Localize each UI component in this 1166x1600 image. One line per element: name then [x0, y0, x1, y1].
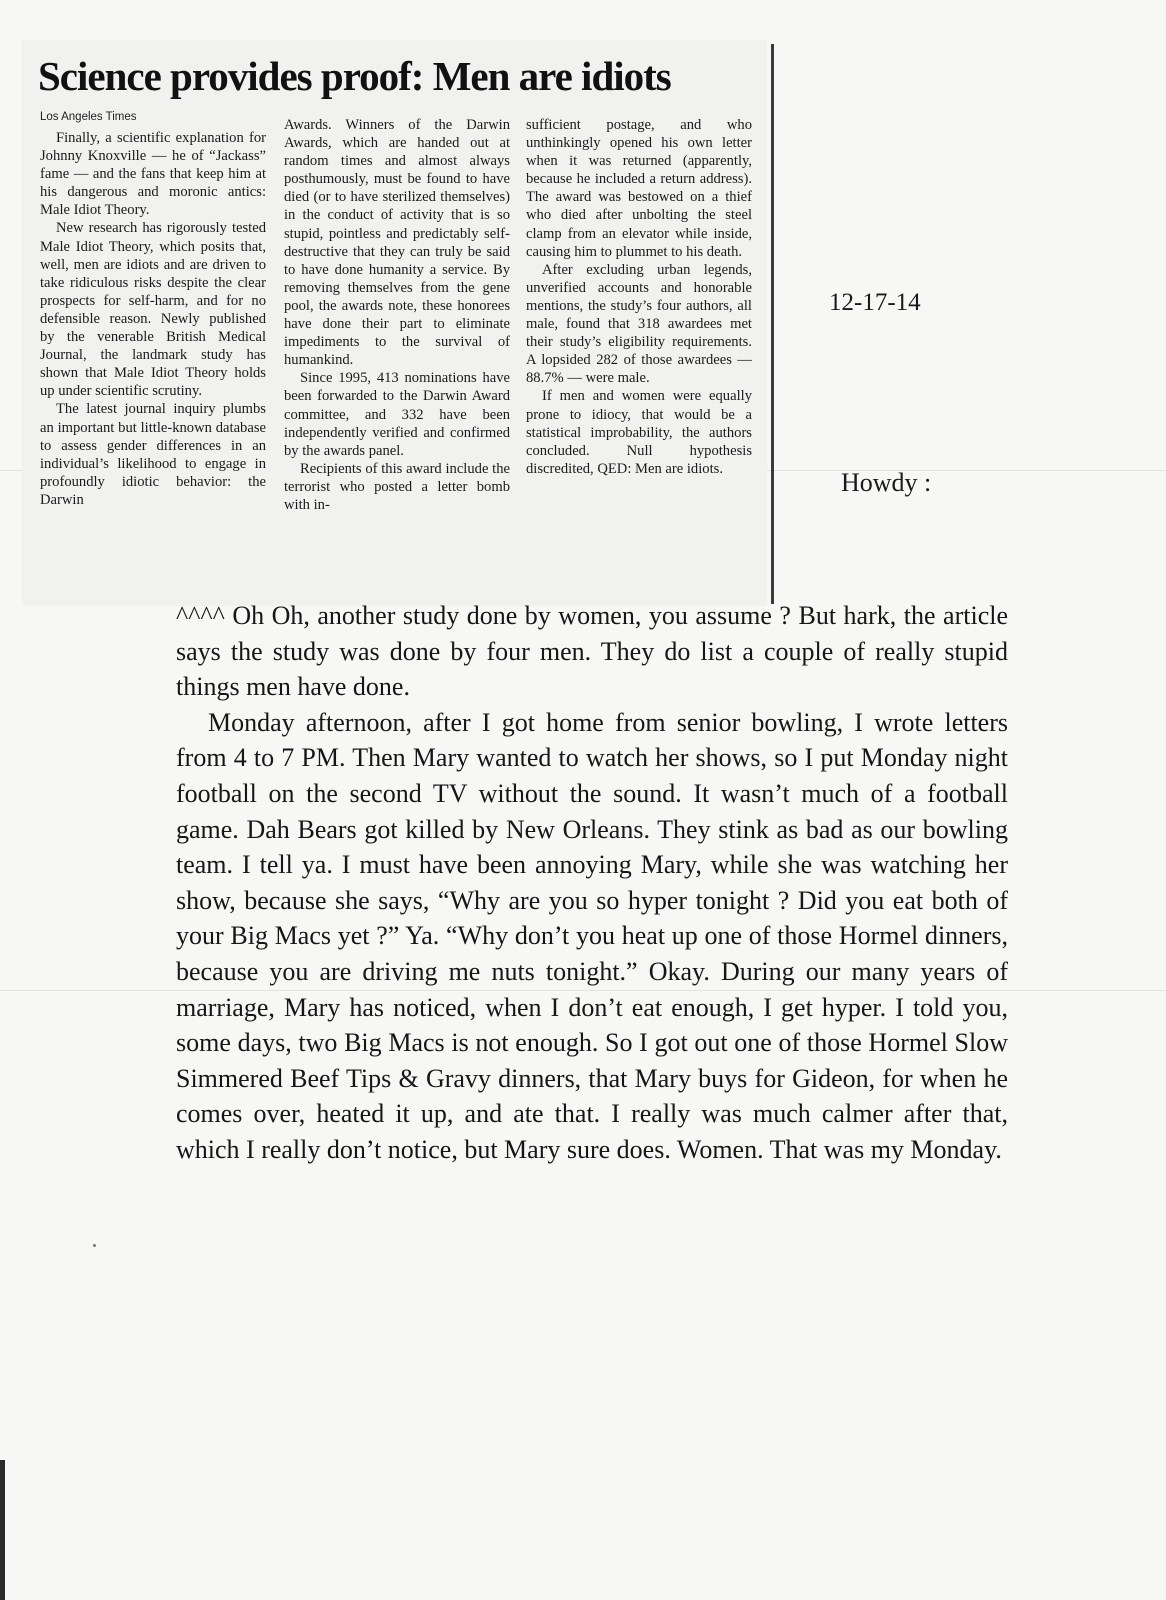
letter-paragraph-2: Monday afternoon, after I got home from senior bowling, I wrote letters from 4 to 7 PM. Then Mary wanted to watch her shows, so I put Monday night football on the second TV without the sound. It wasn’t much of a football game. Dah Bears got killed by New Orleans. They stink as bad as our bowling team. I tell ya. I must have been annoying Mary, while she was watching her show, because she says, “Why are you so hyper tonight ? Did you eat both of your Big Macs yet ?” Ya. “Why don’t you heat up one of those Hormel dinners, because you are driving me nuts tonight.” Okay. During our many years of marriage, Mary has noticed, when I don’t eat enough, I get hyper. I told you, some days, two Big Macs is not enough. So I got out one of those Hormel Slow Simmered Beef Tips & Gravy dinners, that Mary buys for Gideon, for when he comes over, heated it up, and ate that. I really was much calmer after that, which I really don’t notice, but Mary sure does. Women. That was my Monday.: [176, 707, 1008, 1164]
letter-date: 12-17-14: [829, 289, 921, 316]
column-paragraph: Finally, a scientific explanation for Johnny Knoxville — he of “Jackass” fame — and the fans that keep him at his dangerous and moronic antics: Male Idiot Theory.: [40, 130, 266, 219]
column-paragraph: Since 1995, 413 nominations have been forwarded to the Darwin Award committee, and 332 have been independently verified and confirmed by the awards panel.: [284, 370, 510, 459]
letter-greeting: Howdy :: [841, 468, 932, 497]
column-paragraph: Awards. Winners of the Darwin Awards, which are handed out at random times and almost always posthumously, must be found to have died (or to have sterilized themselves) in the conduct of activity that is so stupid, pointless and predictably self-destructive that they can truly be said to have done humanity a service. By removing themselves from the gene pool, the awards note, these honorees have done their part to eliminate impediments to the survival of humankind.: [284, 117, 510, 369]
column-paragraph: New research has rigorously tested Male Idiot Theory, which posits that, well, men are idiots and are driven to take ridiculous risks despite the clear prospects for self-harm, and for no defensible reason. Newly published by the venerable British Medical Journal, the landmark study has shown that Male Idiot Theory holds up under scientific scrutiny.: [40, 220, 266, 400]
clipping-column-2: [284, 116, 510, 514]
clipping-byline: Los Angeles Times: [40, 111, 137, 123]
scan-speck: [93, 1244, 96, 1247]
column-paragraph: If men and women were equally prone to idiocy, that would be a statistical improbability, the authors concluded. Null hypothesis discredited, QED: Men are idiots.: [526, 388, 752, 477]
clipping-border-rule: [771, 44, 774, 604]
column-paragraph: After excluding urban legends, unverified accounts and honorable mentions, the study’s four authors, all male, found that 318 awardees met their study’s eligibility requirements. A lopsided 282 of those awardees — 88.7% — were male.: [526, 261, 752, 387]
clipping-column-3: [526, 116, 752, 478]
letter-paragraph-1: ^^^^ Oh Oh, another study done by women, you assume ? But hark, the article says the study was done by four men. They do list a couple of really stupid things men have done.: [176, 601, 1008, 702]
clipping-headline: Science provides proof: Men are idiots: [38, 53, 671, 99]
scan-edge-mark: [0, 1460, 5, 1600]
letter-body: [176, 598, 1008, 1168]
column-paragraph: The latest journal inquiry plumbs an important but little-known database to assess gender differences in an individual’s likelihood to engage in profoundly idiotic behavior: the Darwin: [40, 401, 266, 508]
clipping-column-1: [40, 129, 266, 509]
column-paragraph: sufficient postage, and who unthinkingly opened his own letter when it was returned (apparently, because he included a return address). The award was bestowed on a thief who died after unbolting the steel clamp from an elevator while inside, causing him to plummet to his death.: [526, 117, 752, 260]
column-paragraph: Recipients of this award include the terrorist who posted a letter bomb with in-: [284, 460, 510, 513]
